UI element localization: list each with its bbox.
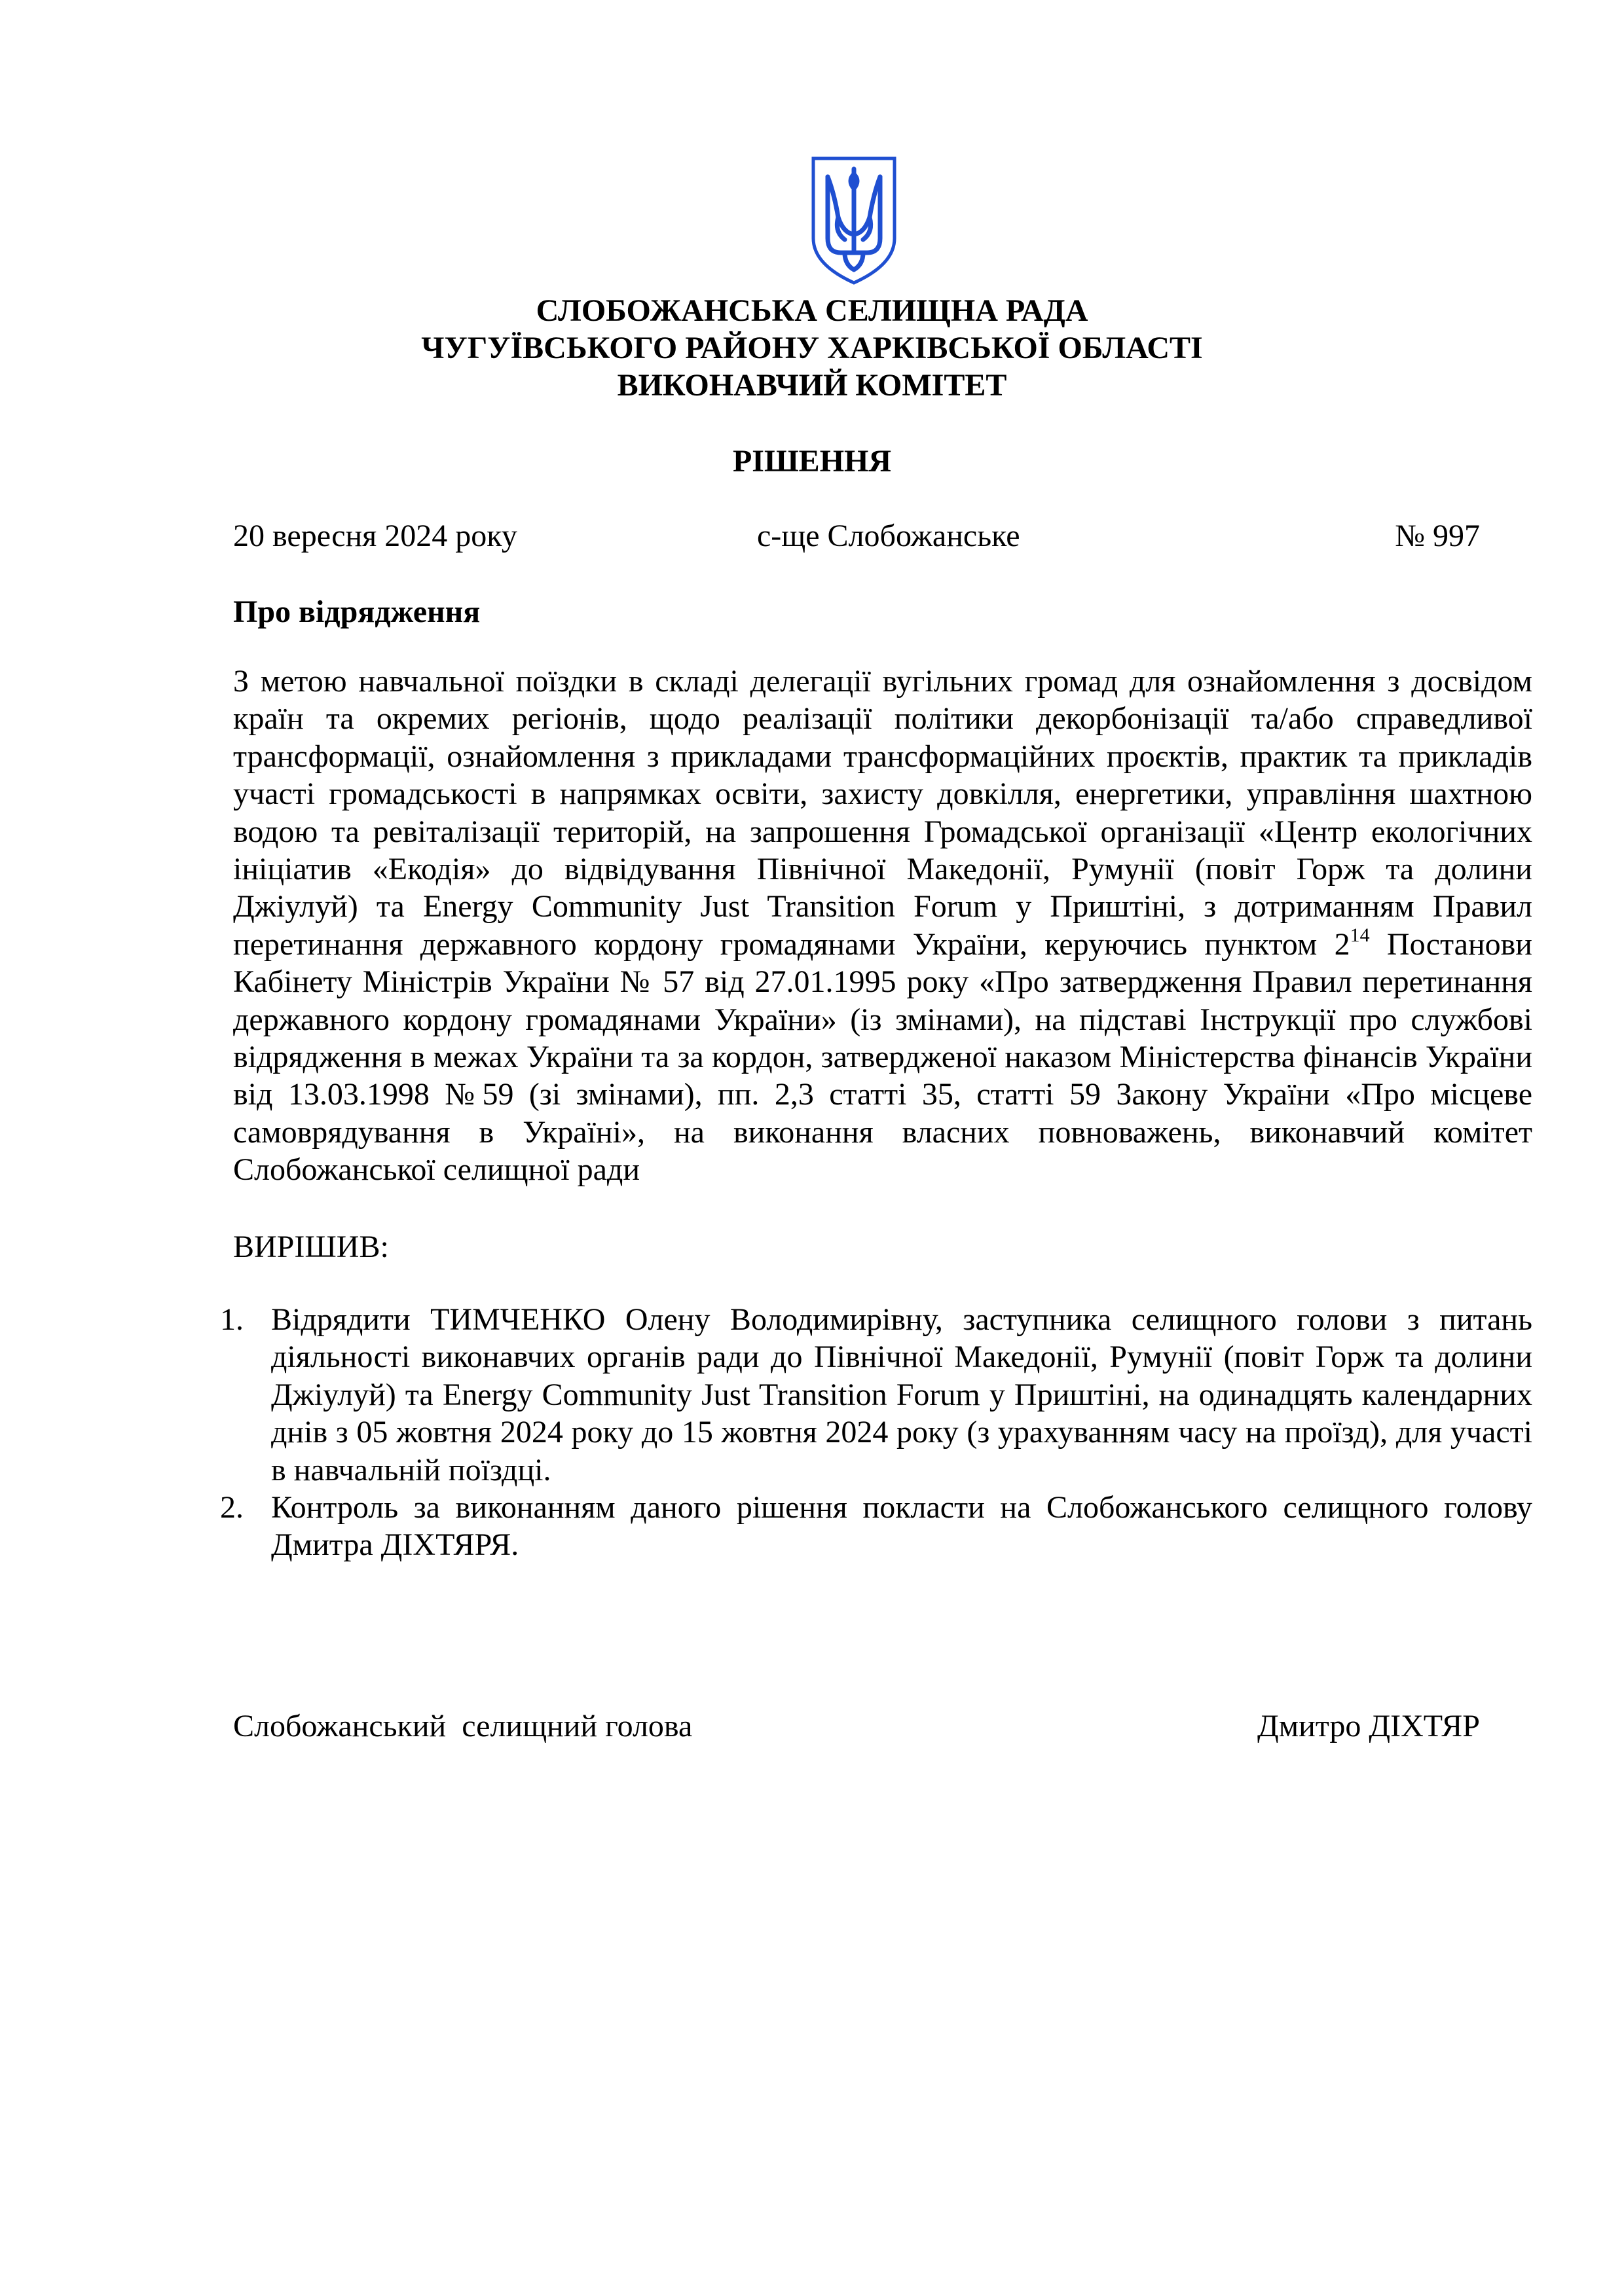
signature-block xyxy=(233,1707,1480,1747)
preamble-text-part2: Постанови Кабінету Міністрів України № 57 від 27.01.1995 року «Про затвердження Правил перетинання державного кордону громадянами України» (із змінами), на підставі Інструкції про службові відрядження в межах України та за кордон, затвердженої наказом Міністерства фінансів України від 13.03.1998 №59 (зі змінами), пп. 2,3 статті 35, статті 59 Закону України «Про місцеве самоврядування в Україні», на виконання власних повноважень, виконавчий комітет Слобожанської селищної ради xyxy=(233,926,1532,1188)
decision-item xyxy=(220,1489,1532,1564)
preamble-text-part1: З метою навчальної поїздки в складі делегації вугільних громад для ознайомлення з досвідом країн та окремих регіонів, щодо реалізації політики декорбонізації та/або справедливої трансформації, ознайомлення з прикладами трансформаційних проєктів, практик та прикладів участі громадськості в напрямках освіти, захисту довкілля, енергетики, управління шахтною водою та ревіталізації територій, на запрошення Громадської організації «Центр екологічних ініціатив «Екодія» до відвідування Північної Македонії, Румунії (повіт Горж та долини Джіулуй) та Energy Community Just Transition Forum у Приштіні, з дотриманням Правил перетинання державного кордону громадянами України, керуючись пунктом 2 xyxy=(233,664,1532,962)
institution-header xyxy=(0,292,1624,404)
decision-text: Відрядити ТИМЧЕНКО Олену Володимирівну, заступника селищного голови з питань діяльності виконавчих органів ради до Північної Македонії, Румунії (повіт Горж та долини Джіулуй) та Energy Community Just Transition Forum у Приштіні, на одинадцять календарних днів з 05 жовтня 2024 року до 15 жовтня 2024 року (з урахуванням часу на проїзд), для участі в навчальній поїздці. xyxy=(271,1302,1532,1487)
header-line-committee: ВИКОНАВЧИЙ КОМІТЕТ xyxy=(617,368,1007,403)
header-line-district: ЧУГУЇВСЬКОГО РАЙОНУ ХАРКІВСЬКОЇ ОБЛАСТІ xyxy=(421,331,1203,365)
header-line-council: СЛОБОЖАНСЬКА СЕЛИЩНА РАДА xyxy=(536,293,1088,328)
preamble-superscript: 14 xyxy=(1350,924,1370,946)
document-type-title: РІШЕННЯ xyxy=(732,444,892,479)
signatory-position: Слобожанський селищний голова xyxy=(233,1709,693,1743)
resolved-label: ВИРІШИВ: xyxy=(233,1230,389,1264)
decision-text: Контроль за виконанням даного рішення покласти на Слобожанського селищного голову Дмитра ДІХТЯРЯ. xyxy=(271,1490,1532,1563)
document-number: № 997 xyxy=(1395,519,1480,553)
document-place: с-ще Слобожанське xyxy=(757,519,1020,553)
decision-item xyxy=(220,1301,1532,1489)
document-subject: Про відрядження xyxy=(233,594,481,629)
signatory-name: Дмитро ДІХТЯР xyxy=(1257,1709,1480,1743)
preamble-paragraph xyxy=(233,663,1532,1189)
decision-number: 1. xyxy=(220,1302,244,1337)
document-meta-row xyxy=(233,517,1480,556)
document-date: 20 вересня 2024 року xyxy=(233,519,517,553)
decision-number: 2. xyxy=(220,1490,244,1525)
decision-list xyxy=(220,1301,1532,1564)
ukraine-coat-of-arms-icon xyxy=(808,155,900,285)
